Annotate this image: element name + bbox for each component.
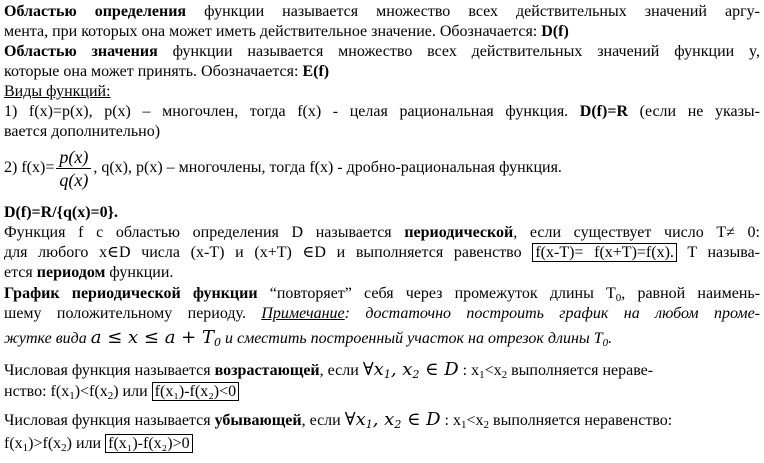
subscript: 1: [69, 390, 75, 402]
periodic-line-2: [4, 243, 760, 263]
text: : x: [440, 412, 461, 429]
domain-definition-line-1: [4, 2, 760, 22]
text: жутке вида: [4, 330, 91, 347]
subscript: 2: [107, 390, 114, 402]
subscript: 1: [22, 442, 29, 454]
term-increasing: возрастающей: [214, 362, 320, 379]
formula-domain-rational: D(f)=R/{q(x)=0}.: [4, 204, 118, 221]
text: .: [608, 330, 613, 347]
subscript: 2: [412, 368, 420, 381]
text: выполняется неравенство:: [489, 412, 673, 429]
text: вается дополнительно): [4, 123, 161, 140]
text: Функция f с областью определения D называется: [4, 224, 405, 241]
term-decreasing: убывающей: [214, 412, 302, 429]
text: (если не указы-: [628, 103, 761, 120]
subscript: 1: [479, 369, 485, 381]
formula-part: , x: [372, 409, 395, 430]
increasing-line-1: [4, 358, 760, 383]
text: T называ-: [676, 244, 761, 261]
fraction-denominator: q(x): [59, 170, 89, 190]
type-2-line-1: [4, 146, 760, 190]
subscript: 2: [61, 442, 67, 454]
subscript: 1: [461, 419, 467, 431]
graph-line-1: [4, 284, 760, 304]
text: )<f(x: [74, 383, 108, 400]
heading-text: Виды функций:: [4, 83, 111, 100]
term-domain: Областью определения: [4, 3, 187, 20]
term-periodic-graph: График периодической функции: [4, 285, 258, 302]
text: функции.: [105, 264, 174, 281]
subscript: 2: [501, 369, 508, 381]
notation-range: E(f): [302, 63, 330, 80]
text: : x: [458, 362, 480, 379]
term-period: периодом: [36, 264, 106, 281]
text: , если: [301, 412, 345, 429]
text: Числовая функция называется: [4, 412, 215, 429]
formula-domain-r: D(f)=R: [579, 103, 629, 120]
formula-part: ∈ D: [401, 409, 441, 430]
text: мента, при которых она может иметь действительное значение. Обозначается:: [4, 23, 542, 40]
text: 2) f(x)=: [4, 159, 55, 177]
text: функции называется множество всех действительных значений аргу-: [186, 3, 760, 20]
text: которые она может принять. Обозначается:: [4, 63, 303, 80]
subscript: 2: [483, 419, 490, 431]
subscript: 1: [383, 368, 391, 381]
domain-definition-line-2: [4, 22, 760, 42]
periodic-line-3: [4, 263, 760, 283]
quantifier-formula: [363, 359, 459, 380]
interval-formula: [91, 327, 221, 348]
type-1-line-2: [4, 122, 760, 142]
function-types-heading: [4, 82, 760, 102]
text: ) или: [66, 435, 106, 452]
text: “повторяет” себя через промежуток длины T: [257, 285, 616, 302]
fraction-numerator: p(x): [56, 146, 91, 169]
text: <x: [466, 412, 484, 429]
boxed-formula-increasing: f(x₁)-f(x₂)<0: [152, 382, 239, 401]
text: ) или: [113, 383, 152, 400]
text: f(x: [4, 435, 23, 452]
subscript: 0: [615, 292, 622, 304]
formula-part: ∀x: [344, 409, 366, 430]
text: выполняется нераве-: [507, 362, 654, 379]
subscript: 0: [602, 337, 609, 349]
quantifier-formula: [345, 409, 441, 430]
subscript: 2: [394, 418, 402, 431]
text: , равной наимень-: [621, 285, 761, 302]
boxed-formula-periodic: f(x-T)= f(x+T)=f(x).: [532, 243, 677, 262]
text: )>f(x: [28, 435, 62, 452]
note-text: : достаточно построить график на любом проме-: [344, 305, 760, 322]
increasing-line-2: [4, 382, 760, 402]
range-definition-line-2: [4, 62, 760, 82]
text: , q(x), p(x) – многочлены, тогда f(x) - дробно-рациональная функция.: [93, 159, 562, 177]
text: для любого x∈D числа (x-T) и (x+T) ∈D и выполняется равенство: [4, 244, 533, 261]
text: <x: [484, 362, 502, 379]
subscript: 0: [213, 336, 221, 349]
formula-part: , x: [390, 359, 413, 380]
text: , если: [319, 362, 363, 379]
text: 1) f(x)=p(x), p(x) – многочлен, тогда f(x) - целая рациональная функция.: [4, 103, 580, 120]
note-label: Примечание: [261, 305, 345, 322]
range-definition-line-1: [4, 42, 760, 62]
periodic-line-1: [4, 223, 760, 243]
term-periodic: периодической: [404, 224, 514, 241]
text: и сместить построенный участок на отрезок длины T: [220, 330, 603, 347]
graph-line-2: [4, 304, 760, 324]
text: шему положительному периоду.: [4, 305, 262, 322]
text: ется: [4, 264, 37, 281]
fraction-p-over-q: [56, 146, 91, 191]
graph-line-3: [4, 326, 760, 351]
type-1-line-1: [4, 102, 760, 122]
formula-part: ∀x: [362, 359, 384, 380]
subscript: 1: [365, 418, 373, 431]
text: Числовая функция называется: [4, 362, 215, 379]
decreasing-line-2: [4, 434, 760, 454]
boxed-formula-decreasing: f(x₁)-f(x₂)>0: [105, 434, 192, 453]
decreasing-line-1: [4, 408, 760, 433]
notation-domain: D(f): [541, 23, 569, 40]
formula-text: a ≤ x ≤ a + T: [90, 327, 214, 348]
formula-part: ∈ D: [419, 359, 459, 380]
text: функции называется множество всех действительных значений функции y,: [157, 43, 760, 60]
text: , если существует число T≠ 0:: [513, 224, 760, 241]
type-2-line-2: [4, 203, 760, 223]
text: нство: f(x: [4, 383, 70, 400]
term-range: Областью значения: [4, 43, 158, 60]
